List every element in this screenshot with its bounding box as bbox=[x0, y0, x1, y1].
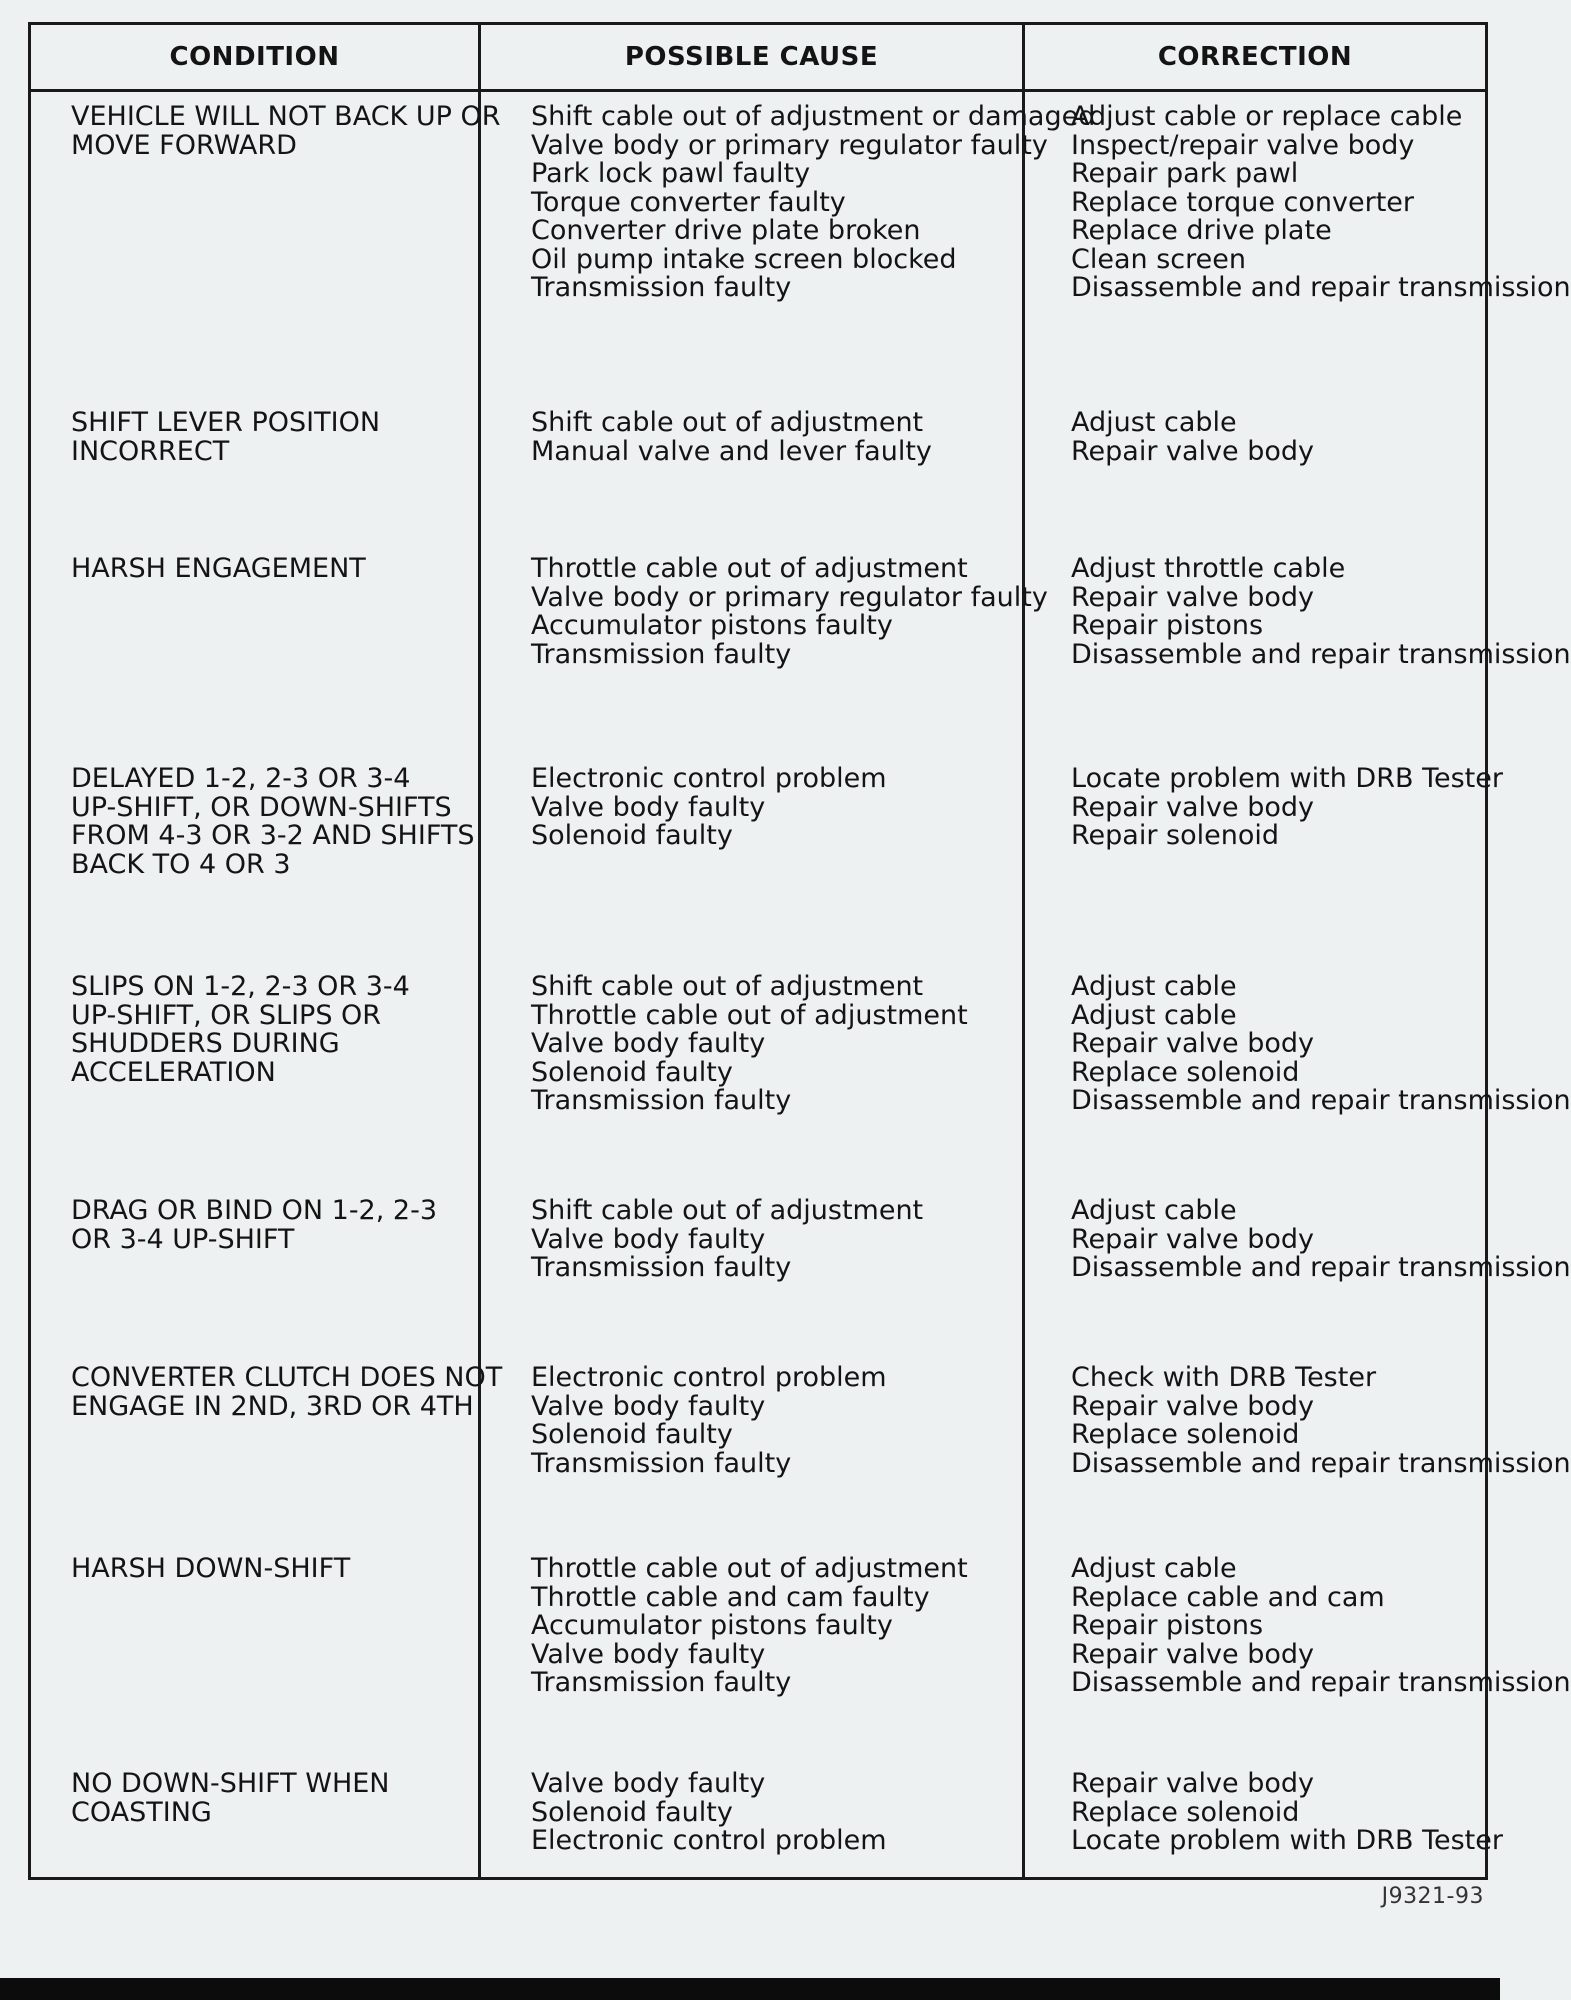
correction-line: Repair park pawl bbox=[1071, 158, 1299, 189]
condition-line: MOVE FORWARD bbox=[71, 129, 297, 161]
cause-line: Torque converter faulty bbox=[531, 186, 846, 218]
cause-line: Shift cable out of adjustment or damaged bbox=[531, 101, 1096, 132]
correction-line: Check with DRB Tester bbox=[1071, 1362, 1377, 1393]
cause-line: Transmission faulty bbox=[531, 1085, 792, 1116]
figure-code: J9321-93 bbox=[1381, 1884, 1484, 1909]
cause-cell bbox=[531, 973, 1051, 1116]
cause-line: Shift cable out of adjustment bbox=[531, 971, 924, 1002]
cause-line: Valve body faulty bbox=[531, 1390, 766, 1422]
cause-line: Electronic control problem bbox=[531, 1825, 887, 1856]
correction-line: Replace drive plate bbox=[1071, 215, 1332, 246]
condition-cell bbox=[71, 1770, 491, 1827]
correction-line: Repair valve body bbox=[1071, 435, 1314, 467]
correction-line: Disassemble and repair transmission bbox=[1071, 638, 1571, 670]
cause-cell bbox=[531, 765, 1051, 851]
correction-line: Adjust cable bbox=[1071, 407, 1237, 438]
cause-line: Shift cable out of adjustment bbox=[531, 1195, 924, 1226]
bottom-edge bbox=[0, 1978, 1500, 2000]
correction-line: Repair pistons bbox=[1071, 1610, 1264, 1641]
correction-line: Replace cable and cam bbox=[1071, 1581, 1385, 1613]
cause-line: Shift cable out of adjustment bbox=[531, 407, 924, 438]
condition-line: UP-SHIFT, OR DOWN-SHIFTS bbox=[71, 791, 452, 823]
cause-line: Transmission faulty bbox=[531, 638, 792, 670]
condition-line: HARSH ENGAGEMENT bbox=[71, 553, 366, 584]
condition-line: ENGAGE IN 2ND, 3RD OR 4TH bbox=[71, 1390, 474, 1422]
condition-line: NO DOWN-SHIFT WHEN bbox=[71, 1768, 390, 1799]
correction-line: Replace solenoid bbox=[1071, 1419, 1300, 1450]
condition-line: INCORRECT bbox=[71, 435, 230, 467]
cause-cell bbox=[531, 1364, 1051, 1478]
cause-cell bbox=[531, 1197, 1051, 1283]
cause-line: Throttle cable out of adjustment bbox=[531, 1553, 968, 1584]
correction-line: Adjust cable or replace cable bbox=[1071, 101, 1463, 132]
correction-line: Disassemble and repair transmission bbox=[1071, 1667, 1571, 1698]
cause-line: Valve body or primary regulator faulty bbox=[531, 129, 1048, 161]
condition-cell bbox=[71, 409, 491, 466]
cause-cell bbox=[531, 555, 1051, 669]
cause-line: Transmission faulty bbox=[531, 272, 792, 303]
correction-line: Repair valve body bbox=[1071, 1223, 1314, 1255]
condition-cell bbox=[71, 973, 491, 1087]
cause-line: Manual valve and lever faulty bbox=[531, 435, 932, 467]
correction-line: Adjust cable bbox=[1071, 971, 1237, 1002]
cause-line: Valve body faulty bbox=[531, 1223, 766, 1255]
correction-line: Repair valve body bbox=[1071, 1768, 1314, 1799]
cause-line: Converter drive plate broken bbox=[531, 215, 921, 246]
correction-line: Repair pistons bbox=[1071, 610, 1264, 641]
cause-line: Accumulator pistons faulty bbox=[531, 610, 893, 641]
condition-line: COASTING bbox=[71, 1796, 212, 1828]
condition-line: SLIPS ON 1-2, 2-3 OR 3-4 bbox=[71, 971, 410, 1002]
correction-line: Disassemble and repair transmission bbox=[1071, 1085, 1571, 1116]
cause-line: Throttle cable and cam faulty bbox=[531, 1581, 930, 1613]
correction-line: Repair valve body bbox=[1071, 791, 1314, 823]
condition-cell bbox=[71, 555, 491, 584]
cause-line: Throttle cable out of adjustment bbox=[531, 999, 968, 1031]
cause-line: Valve body or primary regulator faulty bbox=[531, 581, 1048, 613]
correction-line: Replace solenoid bbox=[1071, 1796, 1300, 1828]
cause-line: Solenoid faulty bbox=[531, 1419, 733, 1450]
correction-line: Repair valve body bbox=[1071, 1390, 1314, 1422]
cause-line: Transmission faulty bbox=[531, 1447, 792, 1479]
correction-line: Repair valve body bbox=[1071, 1028, 1314, 1059]
cause-cell bbox=[531, 1770, 1051, 1856]
cause-line: Oil pump intake screen blocked bbox=[531, 243, 957, 275]
cause-cell bbox=[531, 101, 1096, 303]
correction-line: Adjust cable bbox=[1071, 1195, 1237, 1226]
correction-cell bbox=[1071, 553, 1571, 670]
correction-line: Locate problem with DRB Tester bbox=[1071, 1825, 1503, 1856]
cause-line: Valve body faulty bbox=[531, 1768, 766, 1799]
correction-line: Disassemble and repair transmission bbox=[1071, 272, 1571, 303]
cause-line: Transmission faulty bbox=[531, 1252, 792, 1283]
header-condition: CONDITION bbox=[169, 42, 340, 72]
correction-cell bbox=[1071, 101, 1571, 303]
correction-line: Inspect/repair valve body bbox=[1071, 129, 1415, 161]
cause-line: Solenoid faulty bbox=[531, 1796, 733, 1828]
correction-line: Repair valve body bbox=[1071, 581, 1314, 613]
troubleshooting-table bbox=[28, 22, 1571, 1880]
header-correction: CORRECTION bbox=[1157, 42, 1353, 72]
correction-cell bbox=[1071, 971, 1571, 1116]
correction-cell bbox=[1071, 409, 1491, 466]
condition-cell bbox=[71, 1362, 503, 1422]
correction-line: Clean screen bbox=[1071, 243, 1246, 275]
cause-cell bbox=[531, 1555, 1051, 1698]
header-divider bbox=[31, 89, 1485, 92]
cause-line: Solenoid faulty bbox=[531, 820, 733, 851]
correction-line: Replace solenoid bbox=[1071, 1056, 1300, 1088]
cause-line: Valve body faulty bbox=[531, 791, 766, 823]
condition-line: SHUDDERS DURING bbox=[71, 1028, 340, 1059]
condition-line: DELAYED 1-2, 2-3 OR 3-4 bbox=[71, 763, 411, 794]
cause-line: Valve body faulty bbox=[531, 1028, 766, 1059]
condition-line: DRAG OR BIND ON 1-2, 2-3 bbox=[71, 1195, 438, 1226]
correction-cell bbox=[1071, 1195, 1571, 1283]
cause-line: Solenoid faulty bbox=[531, 1056, 733, 1088]
cause-line: Transmission faulty bbox=[531, 1667, 792, 1698]
condition-line: VEHICLE WILL NOT BACK UP OR bbox=[71, 101, 501, 132]
condition-line: OR 3-4 UP-SHIFT bbox=[71, 1223, 295, 1255]
cause-cell bbox=[531, 409, 1051, 466]
condition-line: FROM 4-3 OR 3-2 AND SHIFTS bbox=[71, 820, 475, 851]
header-possible-cause: POSSIBLE CAUSE bbox=[624, 42, 879, 72]
condition-cell bbox=[71, 765, 491, 879]
cause-line: Valve body faulty bbox=[531, 1638, 766, 1670]
condition-line: BACK TO 4 OR 3 bbox=[71, 848, 291, 880]
condition-cell bbox=[71, 1197, 491, 1254]
column-divider bbox=[478, 25, 481, 1877]
condition-cell bbox=[71, 1555, 491, 1584]
cause-line: Electronic control problem bbox=[531, 1362, 887, 1393]
cause-line: Throttle cable out of adjustment bbox=[531, 553, 968, 584]
cause-line: Electronic control problem bbox=[531, 763, 887, 794]
correction-line: Repair valve body bbox=[1071, 1638, 1314, 1670]
correction-line: Locate problem with DRB Tester bbox=[1071, 763, 1503, 794]
condition-line: SHIFT LEVER POSITION bbox=[71, 407, 381, 438]
correction-line: Disassemble and repair transmission bbox=[1071, 1447, 1571, 1479]
correction-line: Disassemble and repair transmission bbox=[1071, 1252, 1571, 1283]
correction-line: Adjust cable bbox=[1071, 1553, 1237, 1584]
correction-cell bbox=[1071, 1553, 1571, 1698]
correction-cell bbox=[1071, 1362, 1571, 1479]
correction-line: Adjust throttle cable bbox=[1071, 553, 1346, 584]
condition-line: CONVERTER CLUTCH DOES NOT bbox=[71, 1362, 503, 1393]
correction-line: Adjust cable bbox=[1071, 999, 1237, 1031]
correction-line: Repair solenoid bbox=[1071, 820, 1279, 851]
condition-line: UP-SHIFT, OR SLIPS OR bbox=[71, 999, 382, 1031]
cause-line: Accumulator pistons faulty bbox=[531, 1610, 893, 1641]
condition-line: ACCELERATION bbox=[71, 1056, 276, 1088]
correction-cell bbox=[1071, 1768, 1503, 1856]
correction-line: Replace torque converter bbox=[1071, 186, 1415, 218]
condition-line: HARSH DOWN-SHIFT bbox=[71, 1553, 351, 1584]
cause-line: Park lock pawl faulty bbox=[531, 158, 811, 189]
correction-cell bbox=[1071, 763, 1503, 851]
condition-cell bbox=[71, 101, 501, 161]
